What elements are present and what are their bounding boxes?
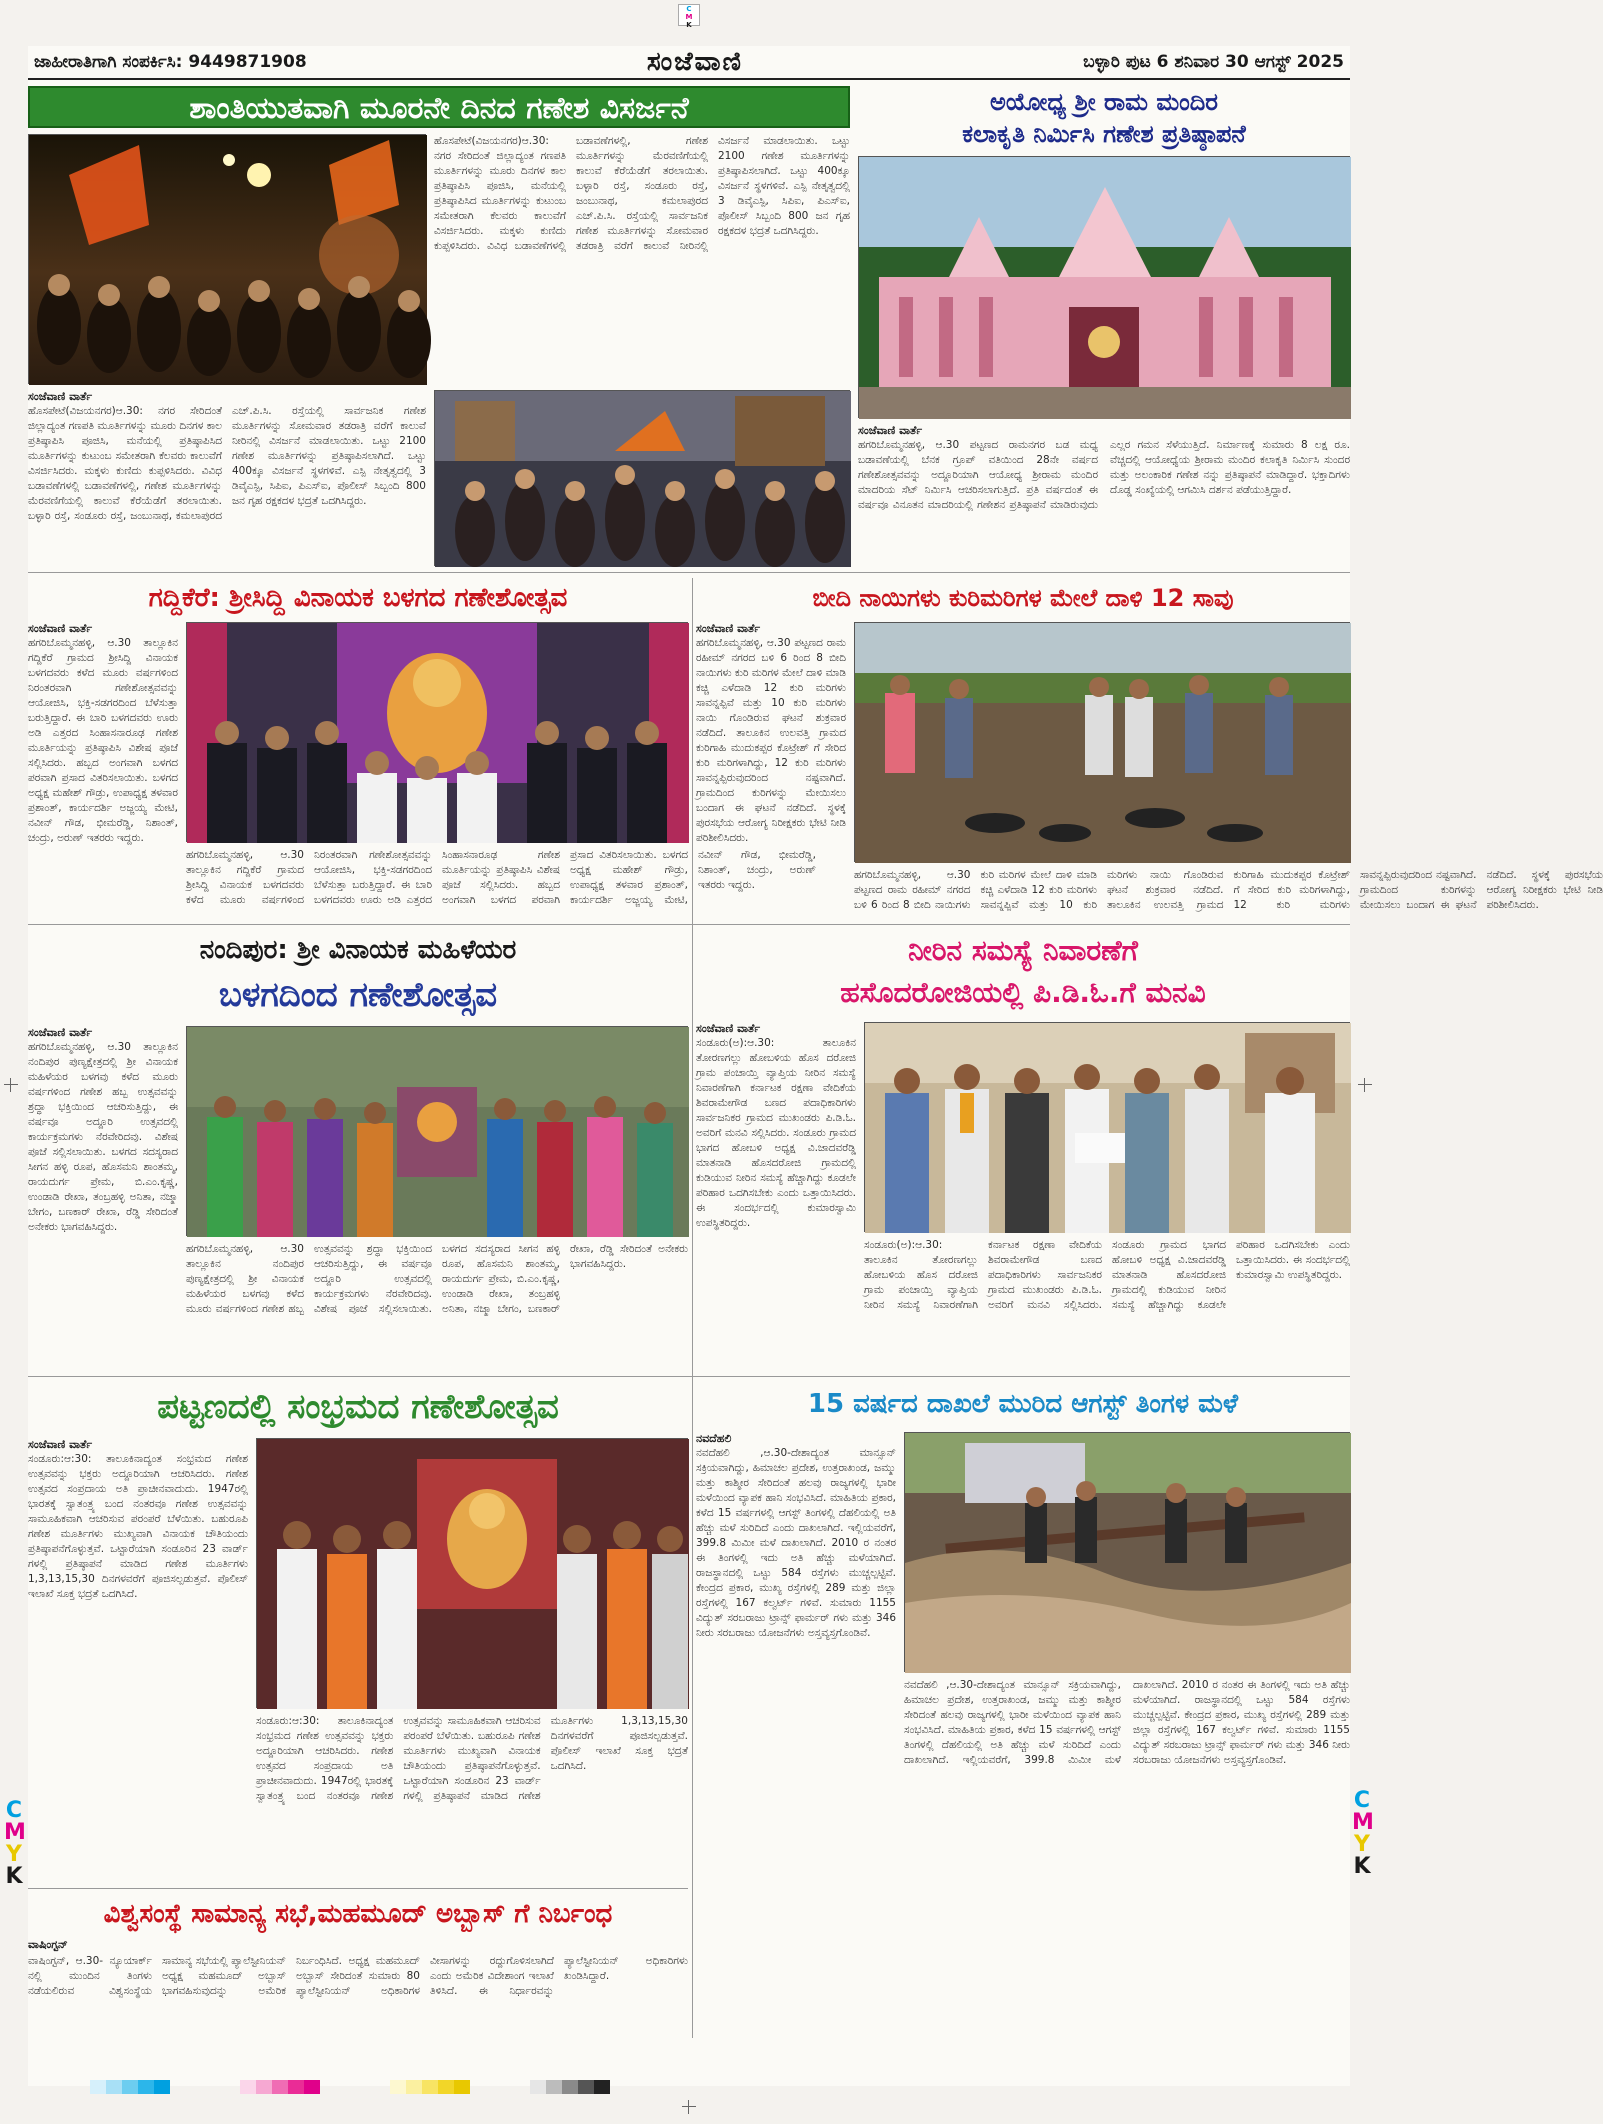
photo-ganesha-group (186, 622, 688, 842)
story-text-col (28, 1438, 248, 1882)
cmyk-m: M (1352, 1810, 1374, 1835)
newspaper-logo: ಸಂಜೆವಾಣಿ (646, 46, 743, 77)
story-body: ಹಗರಿಬೊಮ್ಮನಹಳ್ಳಿ, ಆ.30 ತಾಲ್ಲೂಕಿನ ನಂದಿಪುರ ಪುಣ್ಯಕ್ಷೇತ್ರದಲ್ಲಿ ಶ್ರೀ ವಿನಾಯಕ ಮಹಿಳೆಯರ ಬಳಗವು ಕಳೆದ ಮೂರು ವರ್ಷಗಳಿಂದ ಗಣೇಶ ಹಬ್ಬ ಉತ್ಸವವನ್ನು ಶ್ರದ್ಧಾ ಭಕ್ತಿಯಿಂದ ಆಚರಿಸುತ್ತಿದ್ದು, ಈ ವರ್ಷವೂ ಅದ್ದೂರಿ ಉತ್ಸವದಲ್ಲಿ ಕಾರ್ಯಕ್ರಮಗಳು ನೆರವೇರಿದವು. ವಿಶೇಷ ಪೂಜೆ ಸಲ್ಲಿಸಲಾಯಿತು. ಬಳಗದ ಸದಸ್ಯರಾದ ಸೀಗನ ಹಳ್ಳಿ ರೂಪ, ಹೊಸಮನಿ ಶಾಂತಮ್ಮ, ರಾಯದುರ್ಗ ಪ್ರೇಮ, ಬಿ.ಎಂ.ಕೃಷ್ಣ, ಉಂಡಾಡಿ ರೇಖಾ, ತಂಬ್ರಹಳ್ಳಿ ಅನಿತಾ, ನಜ್ಮಾ ಬೇಗಂ, ಬಣಕಾರ್ ರೇಖಾ, ರೆಡ್ಡಿ ಸೇರಿದಂತೆ ಅನೇಕರು ಭಾಗವಹಿಸಿದ್ದರು. (28, 1041, 178, 1233)
cmyk-k: K (1353, 1854, 1371, 1879)
headline: 15 ವರ್ಷದ ದಾಖಲೆ ಮುರಿದ ಆಗಸ್ಟ್ ತಿಂಗಳ ಮಳೆ (807, 1389, 1239, 1419)
story-body-cont: ಸಂಡೂರು:ಆ:30: ತಾಲೂಕಿನಾದ್ಯಂತ ಸಂಭ್ರಮದ ಗಣೇಶ ಉತ್ಸವವನ್ನು ಭಕ್ತರು ಅದ್ದೂರಿಯಾಗಿ ಆಚರಿಸಿದರು. ಗಣೇಶ ಉತ್ಸವದ ಸಂಪ್ರದಾಯ ಅತಿ ಪ್ರಾಚೀನವಾದುದು. 1947ರಲ್ಲಿ ಭಾರತಕ್ಕೆ ಸ್ವಾತಂತ್ರ್ಯ ಬಂದ ನಂತರವೂ ಗಣೇಶ ಉತ್ಸವವನ್ನು ಸಾಮೂಹಿಕವಾಗಿ ಆಚರಿಸುವ ಪರಂಪರೆ ಬೆಳೆಯಿತು. ಬಹುರೂಪಿ ಗಣೇಶ ಮೂರ್ತಿಗಳು ಮುಖ್ಯವಾಗಿ ವಿನಾಯಕ ಚೌತಿಯಂದು ಪ್ರತಿಷ್ಠಾಪನೆಗೊಳ್ಳುತ್ತವೆ. ಒಟ್ಟಾರೆಯಾಗಿ ಸಂಡೂರಿನ 23 ವಾರ್ಡ್ ಗಳಲ್ಲಿ ಪ್ರತಿಷ್ಠಾಪನೆ ಮಾಡಿದ ಗಣೇಶ ಮೂರ್ತಿಗಳು 1,3,13,15,30 ದಿನಗಳವರೆಗೆ ಪೂಜಿಸಲ್ಪಡುತ್ತವೆ. ಪೊಲೀಸ್ ಇಲಾಖೆ ಸೂಕ್ತ ಭದ್ರತೆ ಒದಗಿಸಿದೆ. (256, 1715, 688, 1802)
cmyk-marker-right (1352, 1790, 1372, 1878)
colorbar-black (530, 2080, 610, 2094)
cmyk-m: M (4, 1820, 26, 1845)
byline: ಸಂಜೆವಾಣಿ ವಾರ್ತೆ (28, 1438, 93, 1451)
story-body-cont: ಹೊಸಪೇಟೆ(ವಿಜಯನಗರ)ಆ.30: ನಗರ ಸೇರಿದಂತೆ ಜಿಲ್ಲಾದ್ಯಂತ ಗಣಪತಿ ಮೂರ್ತಿಗಳನ್ನು ಮೂರು ದಿನಗಳ ಕಾಲ ಪ್ರತಿಷ್ಠಾಪಿಸಿ ಪೂಜಿಸಿ, ಮನೆಯಲ್ಲಿ ಪ್ರತಿಷ್ಠಾಪಿಸಿದ ಮೂರ್ತಿಗಳನ್ನು ಕುಟುಂಬ ಸಮೇತರಾಗಿ ಕೆಲವರು ಕಾಲುವೆಗೆ ವಿಸರ್ಜಿಸಿದರು. ಮಕ್ಕಳು ಕುಣಿದು ಕುಪ್ಪಳಿಸಿದರು. ವಿವಿಧ ಬಡಾವಣೆಗಳಲ್ಲಿ ಬಡಾವಣೆಗಳಲ್ಲಿ, ಗಣೇಶ ಮೂರ್ತಿಗಳನ್ನು ಮೆರವಣಿಗೆಯಲ್ಲಿ ಕಾಲುವೆ ಕೆರೆಯೆಡೆಗೆ ತರಲಾಯಿತು. ಬಳ್ಳಾರಿ ರಸ್ತೆ, ಸಂಡೂರು ರಸ್ತೆ, ಜಂಬುನಾಥ, ಕಮಲಾಪುರದ ಎಚ್.ಪಿ.ಸಿ. ರಸ್ತೆಯಲ್ಲಿ ಸಾರ್ವಜನಿಕ ಗಣೇಶ ಮೂರ್ತಿಗಳನ್ನು ಸೋಮವಾರ ತಡರಾತ್ರಿ ವರೆಗೆ ಕಾಲುವೆ ನೀರಿನಲ್ಲಿ ವಿಸರ್ಜನೆ ಮಾಡಲಾಯಿತು. ಒಟ್ಟು 2100 ಗಣೇಶ ಮೂರ್ತಿಗಳನ್ನು ಪ್ರತಿಷ್ಠಾಪಿಸಲಾಗಿದೆ. ಒಟ್ಟು 400ಕ್ಕೂ ವಿಸರ್ಜನೆ ಸ್ಥಳಗಳಿವೆ. ಎಸ್ಪಿ ನೇತೃತ್ವದಲ್ಲಿ 3 ಡಿವೈಎಸ್ಪಿ, ಸಿಪಿಐ, ಪಿಎಸ್ಐ, ಪೊಲೀಸ್ ಸಿಬ್ಬಂದಿ 800 ಜನ ಗೃಹ ರಕ್ಷಕದಳ ಭದ್ರತೆ ಒದಗಿಸಿದ್ದರು. (28, 405, 426, 522)
cmyk-marker-top (678, 4, 700, 29)
story-body-cont: ನವದೆಹಲಿ ,ಆ.30-ದೇಶಾದ್ಯಂತ ಮಾನ್ಸೂನ್ ಸಕ್ರಿಯವಾಗಿದ್ದು, ಹಿಮಾಚಲ ಪ್ರದೇಶ, ಉತ್ತರಾಖಂಡ, ಜಮ್ಮು ಮತ್ತು ಕಾಶ್ಮೀರ ಸೇರಿದಂತೆ ಹಲವು ರಾಜ್ಯಗಳಲ್ಲಿ ಭಾರೀ ಮಳೆಯಿಂದ ವ್ಯಾಪಕ ಹಾನಿ ಸಂಭವಿಸಿದೆ. ಮಾಹಿತಿಯ ಪ್ರಕಾರ, ಕಳೆದ 15 ವರ್ಷಗಳಲ್ಲಿ ಆಗಸ್ಟ್ ತಿಂಗಳಲ್ಲಿ ದೆಹಲಿಯಲ್ಲಿ ಅತಿ ಹೆಚ್ಚು ಮಳೆ ಸುರಿದಿದೆ ಎಂದು ದಾಖಲಾಗಿದೆ. ಇಲ್ಲಿಯವರೆಗೆ, 399.8 ಮಿಮೀ ಮಳೆ ದಾಖಲಾಗಿದೆ. 2010 ರ ನಂತರ ಈ ತಿಂಗಳಲ್ಲಿ ಇದು ಅತಿ ಹೆಚ್ಚು ಮಳೆಯಾಗಿದೆ. ರಾಜಸ್ಥಾನದಲ್ಲಿ ಒಟ್ಟು 584 ರಸ್ತೆಗಳು ಮುಚ್ಚಲ್ಪಟ್ಟಿವೆ. ಕೇಂದ್ರದ ಪ್ರಕಾರ, ಮುಖ್ಯ ರಸ್ತೆಗಳಲ್ಲಿ 289 ಮತ್ತು ಜಿಲ್ಲಾ ರಸ್ತೆಗಳಲ್ಲಿ 167 ಕಲ್ವರ್ಟ್ ಗಳಿವೆ. ಸುಮಾರು 1155 ವಿದ್ಯುತ್ ಸರಬರಾಜು ಟ್ರಾನ್ಸ್ ಫಾರ್ಮರ್ ಗಳು ಮತ್ತು 346 ನೀರು ಸರಬರಾಜು ಯೋಜನೆಗಳು ಅಸ್ತವ್ಯಸ್ತಗೊಂಡಿವೆ. (904, 1679, 1350, 1766)
cmyk-c: C (5, 1798, 23, 1823)
registration-mark (682, 2100, 696, 2114)
story-body: ಸಂಡೂರು:ಆ:30: ತಾಲೂಕಿನಾದ್ಯಂತ ಸಂಭ್ರಮದ ಗಣೇಶ ಉತ್ಸವವನ್ನು ಭಕ್ತರು ಅದ್ದೂರಿಯಾಗಿ ಆಚರಿಸಿದರು. ಗಣೇಶ ಉತ್ಸವದ ಸಂಪ್ರದಾಯ ಅತಿ ಪ್ರಾಚೀನವಾದುದು. 1947ರಲ್ಲಿ ಭಾರತಕ್ಕೆ ಸ್ವಾತಂತ್ರ್ಯ ಬಂದ ನಂತರವೂ ಗಣೇಶ ಉತ್ಸವವನ್ನು ಸಾಮೂಹಿಕವಾಗಿ ಆಚರಿಸುವ ಪರಂಪರೆ ಬೆಳೆಯಿತು. ಬಹುರೂಪಿ ಗಣೇಶ ಮೂರ್ತಿಗಳು ಮುಖ್ಯವಾಗಿ ವಿನಾಯಕ ಚೌತಿಯಂದು ಪ್ರತಿಷ್ಠಾಪನೆಗೊಳ್ಳುತ್ತವೆ. ಒಟ್ಟಾರೆಯಾಗಿ ಸಂಡೂರಿನ 23 ವಾರ್ಡ್ ಗಳಲ್ಲಿ ಪ್ರತಿಷ್ಠಾಪನೆ ಮಾಡಿದ ಗಣೇಶ ಮೂರ್ತಿಗಳು 1,3,13,15,30 ದಿನಗಳವರೆಗೆ ಪೂಜಿಸಲ್ಪಡುತ್ತವೆ. ಪೊಲೀಸ್ ಇಲಾಖೆ ಸೂಕ್ತ ಭದ್ರತೆ ಒದಗಿಸಿದೆ. (28, 1453, 248, 1600)
headline: ಗದ್ದಿಕೆರೆ: ಶ್ರೀಸಿದ್ದಿ ವಿನಾಯಕ ಬಳಗದ ಗಣೇಶೋತ್ಸವ (148, 583, 568, 613)
story-stray-dogs (696, 578, 1603, 918)
issue-date: ಶನಿವಾರ 30 ಆಗಸ್ಟ್ 2025 (1174, 52, 1344, 72)
story-body: ಹೊಸಪೇಟೆ(ವಿಜಯನಗರ)ಆ.30: ನಗರ ಸೇರಿದಂತೆ ಜಿಲ್ಲಾದ್ಯಂತ ಗಣಪತಿ ಮೂರ್ತಿಗಳನ್ನು ಮೂರು ದಿನಗಳ ಕಾಲ ಪ್ರತಿಷ್ಠಾಪಿಸಿ ಪೂಜಿಸಿ, ಮನೆಯಲ್ಲಿ ಪ್ರತಿಷ್ಠಾಪಿಸಿದ ಮೂರ್ತಿಗಳನ್ನು ಕುಟುಂಬ ಸಮೇತರಾಗಿ ಕೆಲವರು ಕಾಲುವೆಗೆ ವಿಸರ್ಜಿಸಿದರು. ಮಕ್ಕಳು ಕುಣಿದು ಕುಪ್ಪಳಿಸಿದರು. ವಿವಿಧ ಬಡಾವಣೆಗಳಲ್ಲಿ ಬಡಾವಣೆಗಳಲ್ಲಿ, ಗಣೇಶ ಮೂರ್ತಿಗಳನ್ನು ಮೆರವಣಿಗೆಯಲ್ಲಿ ಕಾಲುವೆ ಕೆರೆಯೆಡೆಗೆ ತರಲಾಯಿತು. ಬಳ್ಳಾರಿ ರಸ್ತೆ, ಸಂಡೂರು ರಸ್ತೆ, ಜಂಬುನಾಥ, ಕಮಲಾಪುರದ ಎಚ್.ಪಿ.ಸಿ. ರಸ್ತೆಯಲ್ಲಿ ಸಾರ್ವಜನಿಕ ಗಣೇಶ ಮೂರ್ತಿಗಳನ್ನು ಸೋಮವಾರ ತಡರಾತ್ರಿ ವರೆಗೆ ಕಾಲುವೆ ನೀರಿನಲ್ಲಿ ವಿಸರ್ಜನೆ ಮಾಡಲಾಯಿತು. ಒಟ್ಟು 2100 ಗಣೇಶ ಮೂರ್ತಿಗಳನ್ನು ಪ್ರತಿಷ್ಠಾಪಿಸಲಾಗಿದೆ. ಒಟ್ಟು 400ಕ್ಕೂ ವಿಸರ್ಜನೆ ಸ್ಥಳಗಳಿವೆ. ಎಸ್ಪಿ ನೇತೃತ್ವದಲ್ಲಿ 3 ಡಿವೈಎಸ್ಪಿ, ಸಿಪಿಐ, ಪಿಎಸ್ಐ, ಪೊಲೀಸ್ ಸಿಬ್ಬಂದಿ 800 ಜನ ಗೃಹ ರಕ್ಷಕದಳ ಭದ್ರತೆ ಒದಗಿಸಿದ್ದರು. (434, 135, 850, 252)
byline: ಸಂಜೆವಾಣಿ ವಾರ್ತೆ (28, 622, 93, 635)
page-number: ಪುಟ 6 (1125, 52, 1169, 72)
byline: ನವದೆಹಲಿ (696, 1432, 732, 1445)
story-body-cont: ಸಂಡೂರು(ಅ):ಆ.30: ತಾಲೂಕಿನ ತೋರಣಗಲ್ಲು ಹೋಬಳಿಯ ಹೊಸ ದರೋಜಿ ಗ್ರಾಮ ಪಂಚಾಯ್ತಿ ವ್ಯಾಪ್ತಿಯ ನೀರಿನ ಸಮಸ್ಯೆ ನಿವಾರಣೆಗಾಗಿ ಕರ್ನಾಟಕ ರಕ್ಷಣಾ ವೇದಿಕೆಯ ಶಿವರಾಮೇಗೌಡ ಬಣದ ಪದಾಧಿಕಾರಿಗಳು ಸಾರ್ವಜನಿಕರ ಗ್ರಾಮದ ಮುಖಂಡರು ಪಿ.ಡಿ.ಓ. ಅವರಿಗೆ ಮನವಿ ಸಲ್ಲಿಸಿದರು. ಸಂಡೂರು ಗ್ರಾಮದ ಭಾಗದ ಹೋಬಳಿ ಅಧ್ಯಕ್ಷ ವಿ.ಜಾದವರೆಡ್ಡಿ ಮಾತನಾಡಿ ಹೊಸದರೋಜಿ ಗ್ರಾಮದಲ್ಲಿ ಕುಡಿಯುವ ನೀರಿನ ಸಮಸ್ಯೆ ಹೆಚ್ಚಾಗಿದ್ದು ಕೂಡಲೇ ಪರಿಹಾರ ಒದಗಿಸಬೇಕು ಎಂದು ಒತ್ತಾಯಿಸಿದರು. ಈ ಸಂದರ್ಭದಲ್ಲಿ ಕುಮಾರಸ್ವಾಮಿ ಉಪಸ್ಥಿತರಿದ್ದರು. (864, 1239, 1350, 1311)
cmyk-k: K (686, 21, 692, 29)
story-body: ಹಗರಿಬೊಮ್ಮನಹಳ್ಳಿ, ಆ.30 ತಾಲ್ಲೂಕಿನ ಗದ್ದಿಕೆರೆ ಗ್ರಾಮದ ಶ್ರೀಸಿದ್ದಿ ವಿನಾಯಕ ಬಳಗದವರು ಕಳೆದ ಮೂರು ವರ್ಷಗಳಿಂದ ನಿರಂತರವಾಗಿ ಗಣೇಶೋತ್ಸವವನ್ನು ಆಯೋಜಿಸಿ, ಭಕ್ತಿ-ಸಡಗರದಿಂದ ಬೆಳೆಸುತ್ತಾ ಬರುತ್ತಿದ್ದಾರೆ. ಈ ಬಾರಿ ಬಳಗದವರು ಊರು ಅಡಿ ಎತ್ತರದ ಸಿಂಹಾಸನಾರೂಢ ಗಣೇಶ ಮೂರ್ತಿಯನ್ನು ಪ್ರತಿಷ್ಠಾಪಿಸಿ ವಿಶೇಷ ಪೂಜೆ ಸಲ್ಲಿಸಿದರು. ಹಬ್ಬದ ಅಂಗವಾಗಿ ಬಳಗದ ಪರವಾಗಿ ಪ್ರಸಾದ ವಿತರಿಸಲಾಯಿತು. ಬಳಗದ ಅಧ್ಯಕ್ಷ ಮಹೇಶ್ ಗೌಡ್ರು, ಉಪಾಧ್ಯಕ್ಷ ತಳವಾರ ಪ್ರಶಾಂತ್, ಕಾರ್ಯದರ್ಶಿ ಅಜ್ಜಯ್ಯ ಮೇಟಿ, ನವೀನ್ ಗೌಡ, ಭೀಮರೆಡ್ಡಿ, ನಿಶಾಂತ್, ಚಂದ್ರು, ಅರುಣ್ ಇತರರು ಇದ್ದರು. (28, 637, 178, 844)
story-lower (28, 390, 426, 566)
cmyk-m: M (685, 13, 693, 21)
byline: ಸಂಜೆವಾಣಿ ವಾರ್ತೆ (696, 1022, 761, 1035)
photo-field-inspection (854, 622, 1350, 862)
headline: ವಿಶ್ವಸಂಸ್ಥೆ ಸಾಮಾನ್ಯ ಸಭೆ,ಮಹಮೂದ್ ಅಬ್ಬಾಸ್ ಗೆ ನಿರ್ಬಂಧ (103, 1899, 613, 1929)
story-water-problem (696, 930, 1350, 1370)
headline-line-2: ಹಸೊದರೋಜಿಯಲ್ಲಿ ಪಿ.ಡಿ.ಓ.ಗೆ ಮನವಿ (840, 976, 1206, 1009)
byline: ಸಂಜೆವಾಣಿ ವಾರ್ತೆ (28, 1026, 93, 1039)
ad-contact: ಜಾಹೀರಾತಿಗಾಗಿ ಸಂಪರ್ಕಿಸಿ: 9449871908 (34, 52, 307, 72)
story-text-col (696, 1432, 896, 2038)
story-ganesh-visarjane (28, 86, 850, 566)
headline: ಶಾಂತಿಯುತವಾಗಿ ಮೂರನೇ ದಿನದ ಗಣೇಶ ವಿಸರ್ಜನೆ (28, 86, 850, 128)
story-body-cont: ಹಗರಿಬೊಮ್ಮನಹಳ್ಳಿ, ಆ.30 ತಾಲ್ಲೂಕಿನ ನಂದಿಪುರ ಪುಣ್ಯಕ್ಷೇತ್ರದಲ್ಲಿ ಶ್ರೀ ವಿನಾಯಕ ಮಹಿಳೆಯರ ಬಳಗವು ಕಳೆದ ಮೂರು ವರ್ಷಗಳಿಂದ ಗಣೇಶ ಹಬ್ಬ ಉತ್ಸವವನ್ನು ಶ್ರದ್ಧಾ ಭಕ್ತಿಯಿಂದ ಆಚರಿಸುತ್ತಿದ್ದು, ಈ ವರ್ಷವೂ ಅದ್ದೂರಿ ಉತ್ಸವದಲ್ಲಿ ಕಾರ್ಯಕ್ರಮಗಳು ನೆರವೇರಿದವು. ವಿಶೇಷ ಪೂಜೆ ಸಲ್ಲಿಸಲಾಯಿತು. ಬಳಗದ ಸದಸ್ಯರಾದ ಸೀಗನ ಹಳ್ಳಿ ರೂಪ, ಹೊಸಮನಿ ಶಾಂತಮ್ಮ, ರಾಯದುರ್ಗ ಪ್ರೇಮ, ಬಿ.ಎಂ.ಕೃಷ್ಣ, ಉಂಡಾಡಿ ರೇಖಾ, ತಂಬ್ರಹಳ್ಳಿ ಅನಿತಾ, ನಜ್ಮಾ ಬೇಗಂ, ಬಣಕಾರ್ ರೇಖಾ, ರೆಡ್ಡಿ ಸೇರಿದಂತೆ ಅನೇಕರು ಭಾಗವಹಿಸಿದ್ದರು. (186, 1243, 688, 1315)
cmyk-c: C (686, 5, 692, 13)
photo-street-procession (434, 390, 850, 566)
story-body-cont: ಹಗರಿಬೊಮ್ಮನಹಳ್ಳಿ, ಆ.30 ಪಟ್ಟಣದ ರಾಮ ರಹೀಮ್ ನಗರದ ಬಳಿ 6 ರಿಂದ 8 ಬೀದಿ ನಾಯಿಗಳು ಕುರಿ ಮರಿಗಳ ಮೇಲೆ ದಾಳಿ ಮಾಡಿ ಕಚ್ಚಿ ಎಳೆದಾಡಿ 12 ಕುರಿ ಮರಿಗಳು ಸಾವನ್ನಪ್ಪಿವೆ ಮತ್ತು 10 ಕುರಿ ಮರಿಗಳು ನಾಯಿ ಗೊಂಡಿರುವ ಘಟನೆ ಶುಕ್ರವಾರ ನಡೆದಿದೆ. ತಾಲೂಕಿನ ಉಲವತ್ತಿ ಗ್ರಾಮದ ಕುರಿಗಾಹಿ ಮುದುಕಪ್ಪರ ಕೊಟ್ರೇಶ್ ಗೆ ಸೇರಿದ ಕುರಿ ಮರಿಗಳಾಗಿದ್ದು, 12 ಕುರಿ ಮರಿಗಳು ಸಾವನ್ನಪ್ಪಿರುವುದರಿಂದ ನಷ್ಟವಾಗಿದೆ. ಗ್ರಾಮದಿಂದ ಕುರಿಗಳನ್ನು ಮೇಯಿಸಲು ಬಂದಾಗ ಈ ಘಟನೆ ನಡೆದಿದೆ. ಸ್ಥಳಕ್ಕೆ ಪುರಸಭೆಯ ಆರೋಗ್ಯ ನಿರೀಕ್ಷಕರು ಭೇಟಿ ನೀಡಿ ಪರಿಶೀಲಿಸಿದರು. (854, 869, 1603, 911)
newspaper-page (28, 46, 1603, 2086)
story-body-cont: ಹಗರಿಬೊಮ್ಮನಹಳ್ಳಿ, ಆ.30 ತಾಲ್ಲೂಕಿನ ಗದ್ದಿಕೆರೆ ಗ್ರಾಮದ ಶ್ರೀಸಿದ್ದಿ ವಿನಾಯಕ ಬಳಗದವರು ಕಳೆದ ಮೂರು ವರ್ಷಗಳಿಂದ ನಿರಂತರವಾಗಿ ಗಣೇಶೋತ್ಸವವನ್ನು ಆಯೋಜಿಸಿ, ಭಕ್ತಿ-ಸಡಗರದಿಂದ ಬೆಳೆಸುತ್ತಾ ಬರುತ್ತಿದ್ದಾರೆ. ಈ ಬಾರಿ ಬಳಗದವರು ಊರು ಅಡಿ ಎತ್ತರದ ಸಿಂಹಾಸನಾರೂಢ ಗಣೇಶ ಮೂರ್ತಿಯನ್ನು ಪ್ರತಿಷ್ಠಾಪಿಸಿ ವಿಶೇಷ ಪೂಜೆ ಸಲ್ಲಿಸಿದರು. ಹಬ್ಬದ ಅಂಗವಾಗಿ ಬಳಗದ ಪರವಾಗಿ ಪ್ರಸಾದ ವಿತರಿಸಲಾಯಿತು. ಬಳಗದ ಅಧ್ಯಕ್ಷ ಮಹೇಶ್ ಗೌಡ್ರು, ಉಪಾಧ್ಯಕ್ಷ ತಳವಾರ ಪ್ರಶಾಂತ್, ಕಾರ್ಯದರ್ಶಿ ಅಜ್ಜಯ್ಯ ಮೇಟಿ, ನವೀನ್ ಗೌಡ, ಭೀಮರೆಡ್ಡಿ, ನಿಶಾಂತ್, ಚಂದ್ರು, ಅರುಣ್ ಇತರರು ಇದ್ದರು. (186, 849, 816, 906)
registration-mark (4, 1078, 18, 1092)
cmyk-c: C (1353, 1788, 1371, 1813)
cmyk-y: Y (6, 1842, 22, 1867)
story-body: ವಾಷಿಂಗ್ಟನ್, ಆ.30- ನ್ಯೂಯಾರ್ಕ್ ನಲ್ಲಿ ಮುಂದಿನ ತಿಂಗಳು ನಡೆಯಲಿರುವ ವಿಶ್ವಸಂಸ್ಥೆಯ ಸಾಮಾನ್ಯ ಸಭೆಯಲ್ಲಿ ಪ್ಯಾಲೆಸ್ಟೀನಿಯನ್ ಅಧ್ಯಕ್ಷ ಮಹಮೂದ್ ಅಬ್ಬಾಸ್ ಭಾಗವಹಿಸುವುದನ್ನು ಅಮೆರಿಕ ನಿರ್ಬಂಧಿಸಿದೆ. ಅಧ್ಯಕ್ಷ ಮಹಮೂದ್ ಅಬ್ಬಾಸ್ ಸೇರಿದಂತೆ ಸುಮಾರು 80 ಪ್ಯಾಲೆಸ್ಟೀನಿಯನ್ ಅಧಿಕಾರಿಗಳ ವೀಸಾಗಳನ್ನು ರದ್ದುಗೊಳಿಸಲಾಗಿದೆ ಎಂದು ಅಮೆರಿಕ ವಿದೇಶಾಂಗ ಇಲಾಖೆ ತಿಳಿಸಿದೆ. ಈ ನಿರ್ಧಾರವನ್ನು ಪ್ಯಾಲೆಸ್ಟೀನಿಯನ್ ಅಧಿಕಾರಿಗಳು ಖಂಡಿಸಿದ್ದಾರೆ. (28, 1955, 688, 1997)
colorbar-yellow (390, 2080, 470, 2094)
photo-ram-mandir-set (858, 156, 1350, 418)
byline: ವಾಷಿಂಗ್ಟನ್ (28, 1938, 68, 1951)
headline-line-1: ನೀರಿನ ಸಮಸ್ಯೆ ನಿವಾರಣೆಗೆ (908, 934, 1138, 967)
headline: ಬೀದಿ ನಾಯಿಗಳು ಕುರಿಮರಿಗಳ ಮೇಲೆ ದಾಳಿ 12 ಸಾವು (812, 584, 1234, 612)
photo-ganesha-devotees (256, 1438, 688, 1708)
headline-line-2: ಬಳಗದಿಂದ ಗಣೇಶೋತ್ಸವ (218, 975, 498, 1015)
story-text-col (28, 622, 178, 918)
story-body: ಹಗರಿಬೊಮ್ಮನಹಳ್ಳಿ, ಆ.30 ಪಟ್ಟಣದ ರಾಮನಗರ ಬಡ ಮಧ್ಯ ಬಡಾವಣೆಯಲ್ಲಿ ಬೆನಕ ಗ್ರೂಪ್ ವತಿಯಿಂದ 28ನೇ ವರ್ಷದ ಗಣೇಶೋತ್ಸವವನ್ನು ಅದ್ದೂರಿಯಾಗಿ ಆಯೋಧ್ಯ ಶ್ರೀರಾಮ ಮಂದಿರ ಮಾದರಿಯ ಸೆಟ್ ನಿರ್ಮಿಸಿ ಆಚರಿಸಲಾಗುತ್ತಿದೆ. ಪ್ರತಿ ವರ್ಷದಂತೆ ಈ ವರ್ಷವೂ ವಿನೂತನ ಮಾದರಿಯಲ್ಲಿ ಗಣೇಶನ ಪ್ರತಿಷ್ಠಾಪನೆ ಮಾಡಿರುವುದು ಎಲ್ಲರ ಗಮನ ಸೆಳೆಯುತ್ತಿದೆ. ನಿರ್ಮಾಣಕ್ಕೆ ಸುಮಾರು 8 ಲಕ್ಷ ರೂ. ವೆಚ್ಚದಲ್ಲಿ ಆಯೋಧ್ಯೆಯ ಶ್ರೀರಾಮ ಮಂದಿರ ಕಲಾಕೃತಿ ನಿರ್ಮಿಸಿ ಸುಂದರ ಮತ್ತು ಅಲಂಕಾರಿಕ ಗಣೇಶ ನನ್ನು ಪ್ರತಿಷ್ಠಾಪನೆ ಮಾಡಿದ್ದಾರೆ. ಭಕ್ತಾದಿಗಳು ದೊಡ್ಡ ಸಂಖ್ಯೆಯಲ್ಲಿ ಆಗಮಿಸಿ ದರ್ಶನ ಪಡೆಯುತ್ತಿದ್ದಾರೆ. (858, 439, 1350, 511)
photo-visarjan-crowd (28, 134, 426, 384)
photo-flood-rescue (904, 1432, 1350, 1672)
story-body: ಹಗರಿಬೊಮ್ಮನಹಳ್ಳಿ, ಆ.30 ಪಟ್ಟಣದ ರಾಮ ರಹೀಮ್ ನಗರದ ಬಳಿ 6 ರಿಂದ 8 ಬೀದಿ ನಾಯಿಗಳು ಕುರಿ ಮರಿಗಳ ಮೇಲೆ ದಾಳಿ ಮಾಡಿ ಕಚ್ಚಿ ಎಳೆದಾಡಿ 12 ಕುರಿ ಮರಿಗಳು ಸಾವನ್ನಪ್ಪಿವೆ ಮತ್ತು 10 ಕುರಿ ಮರಿಗಳು ನಾಯಿ ಗೊಂಡಿರುವ ಘಟನೆ ಶುಕ್ರವಾರ ನಡೆದಿದೆ. ತಾಲೂಕಿನ ಉಲವತ್ತಿ ಗ್ರಾಮದ ಕುರಿಗಾಹಿ ಮುದುಕಪ್ಪರ ಕೊಟ್ರೇಶ್ ಗೆ ಸೇರಿದ ಕುರಿ ಮರಿಗಳಾಗಿದ್ದು, 12 ಕುರಿ ಮರಿಗಳು ಸಾವನ್ನಪ್ಪಿರುವುದರಿಂದ ನಷ್ಟವಾಗಿದೆ. ಗ್ರಾಮದಿಂದ ಕುರಿಗಳನ್ನು ಮೇಯಿಸಲು ಬಂದಾಗ ಈ ಘಟನೆ ನಡೆದಿದೆ. ಸ್ಥಳಕ್ಕೆ ಪುರಸಭೆಯ ಆರೋಗ್ಯ ನಿರೀಕ್ಷಕರು ಭೇಟಿ ನೀಡಿ ಪರಿಶೀಲಿಸಿದರು. (696, 637, 846, 844)
cmyk-k: K (5, 1864, 23, 1889)
colorbar-magenta (240, 2080, 320, 2094)
story-ram-mandir (858, 86, 1350, 566)
story-august-rain (696, 1382, 1350, 2038)
headline: ಪಟ್ಟಣದಲ್ಲಿ ಸಂಭ್ರಮದ ಗಣೇಶೋತ್ಸವ (157, 1387, 559, 1427)
cmyk-y: Y (1354, 1832, 1370, 1857)
headline-line-1: ನಂದಿಪುರ: ಶ್ರೀ ವಿನಾಯಕ ಮಹಿಳೆಯರ (199, 935, 517, 965)
story-body: ಸಂಡೂರು(ಅ):ಆ.30: ತಾಲೂಕಿನ ತೋರಣಗಲ್ಲು ಹೋಬಳಿಯ ಹೊಸ ದರೋಜಿ ಗ್ರಾಮ ಪಂಚಾಯ್ತಿ ವ್ಯಾಪ್ತಿಯ ನೀರಿನ ಸಮಸ್ಯೆ ನಿವಾರಣೆಗಾಗಿ ಕರ್ನಾಟಕ ರಕ್ಷಣಾ ವೇದಿಕೆಯ ಶಿವರಾಮೇಗೌಡ ಬಣದ ಪದಾಧಿಕಾರಿಗಳು ಸಾರ್ವಜನಿಕರ ಗ್ರಾಮದ ಮುಖಂಡರು ಪಿ.ಡಿ.ಓ. ಅವರಿಗೆ ಮನವಿ ಸಲ್ಲಿಸಿದರು. ಸಂಡೂರು ಗ್ರಾಮದ ಭಾಗದ ಹೋಬಳಿ ಅಧ್ಯಕ್ಷ ವಿ.ಜಾದವರೆಡ್ಡಿ ಮಾತನಾಡಿ ಹೊಸದರೋಜಿ ಗ್ರಾಮದಲ್ಲಿ ಕುಡಿಯುವ ನೀರಿನ ಸಮಸ್ಯೆ ಹೆಚ್ಚಾಗಿದ್ದು ಕೂಡಲೇ ಪರಿಹಾರ ಒದಗಿಸಬೇಕು ಎಂದು ಒತ್ತಾಯಿಸಿದರು. ಈ ಸಂದರ್ಭದಲ್ಲಿ ಕುಮಾರಸ್ವಾಮಿ ಉಪಸ್ಥಿತರಿದ್ದರು. (696, 1037, 856, 1229)
masthead (28, 46, 1350, 80)
headline-line-2: ಕಲಾಕೃತಿ ನಿರ್ಮಿಸಿ ಗಣೇಶ ಪ್ರತಿಷ್ಠಾಪನೆ (962, 120, 1246, 148)
story-text-col (696, 622, 846, 918)
story-text-col (28, 1026, 178, 1370)
cmyk-marker-left (4, 1800, 24, 1888)
story-text (858, 424, 1350, 566)
photo-memorandum (864, 1022, 1350, 1232)
edition-name: ಬಳ್ಳಾರಿ (1083, 52, 1120, 72)
headline-line-1: ಅಯೋಧ್ಯ ಶ್ರೀ ರಾಮ ಮಂದಿರ (990, 88, 1218, 116)
story-body: ನವದೆಹಲಿ ,ಆ.30-ದೇಶಾದ್ಯಂತ ಮಾನ್ಸೂನ್ ಸಕ್ರಿಯವಾಗಿದ್ದು, ಹಿಮಾಚಲ ಪ್ರದೇಶ, ಉತ್ತರಾಖಂಡ, ಜಮ್ಮು ಮತ್ತು ಕಾಶ್ಮೀರ ಸೇರಿದಂತೆ ಹಲವು ರಾಜ್ಯಗಳಲ್ಲಿ ಭಾರೀ ಮಳೆಯಿಂದ ವ್ಯಾಪಕ ಹಾನಿ ಸಂಭವಿಸಿದೆ. ಮಾಹಿತಿಯ ಪ್ರಕಾರ, ಕಳೆದ 15 ವರ್ಷಗಳಲ್ಲಿ ಆಗಸ್ಟ್ ತಿಂಗಳಲ್ಲಿ ದೆಹಲಿಯಲ್ಲಿ ಅತಿ ಹೆಚ್ಚು ಮಳೆ ಸುರಿದಿದೆ ಎಂದು ದಾಖಲಾಗಿದೆ. ಇಲ್ಲಿಯವರೆಗೆ, 399.8 ಮಿಮೀ ಮಳೆ ದಾಖಲಾಗಿದೆ. 2010 ರ ನಂತರ ಈ ತಿಂಗಳಲ್ಲಿ ಇದು ಅತಿ ಹೆಚ್ಚು ಮಳೆಯಾಗಿದೆ. ರಾಜಸ್ಥಾನದಲ್ಲಿ ಒಟ್ಟು 584 ರಸ್ತೆಗಳು ಮುಚ್ಚಲ್ಪಟ್ಟಿವೆ. ಕೇಂದ್ರದ ಪ್ರಕಾರ, ಮುಖ್ಯ ರಸ್ತೆಗಳಲ್ಲಿ 289 ಮತ್ತು ಜಿಲ್ಲಾ ರಸ್ತೆಗಳಲ್ಲಿ 167 ಕಲ್ವರ್ಟ್ ಗಳಿವೆ. ಸುಮಾರು 1155 ವಿದ್ಯುತ್ ಸರಬರಾಜು ಟ್ರಾನ್ಸ್ ಫಾರ್ಮರ್ ಗಳು ಮತ್ತು 346 ನೀರು ಸರಬರಾಜು ಯೋಜನೆಗಳು ಅಸ್ತವ್ಯಸ್ತಗೊಂಡಿವೆ. (696, 1447, 896, 1639)
story-nandipura (28, 930, 688, 1370)
story-town-ganeshotsava (28, 1382, 688, 1882)
byline: ಸಂಜೆವಾಣಿ ವಾರ್ತೆ (696, 622, 761, 635)
photo-women-group (186, 1026, 688, 1236)
registration-mark (1358, 1078, 1372, 1092)
edition-info (1083, 52, 1344, 72)
byline: ಸಂಜೆವಾಣಿ ವಾರ್ತೆ (28, 390, 93, 403)
colorbar-cyan (90, 2080, 170, 2094)
story-un-assembly (28, 1894, 688, 2038)
byline: ಸಂಜೆವಾಣಿ ವಾರ್ತೆ (858, 424, 923, 437)
story-text-col (696, 1022, 856, 1370)
